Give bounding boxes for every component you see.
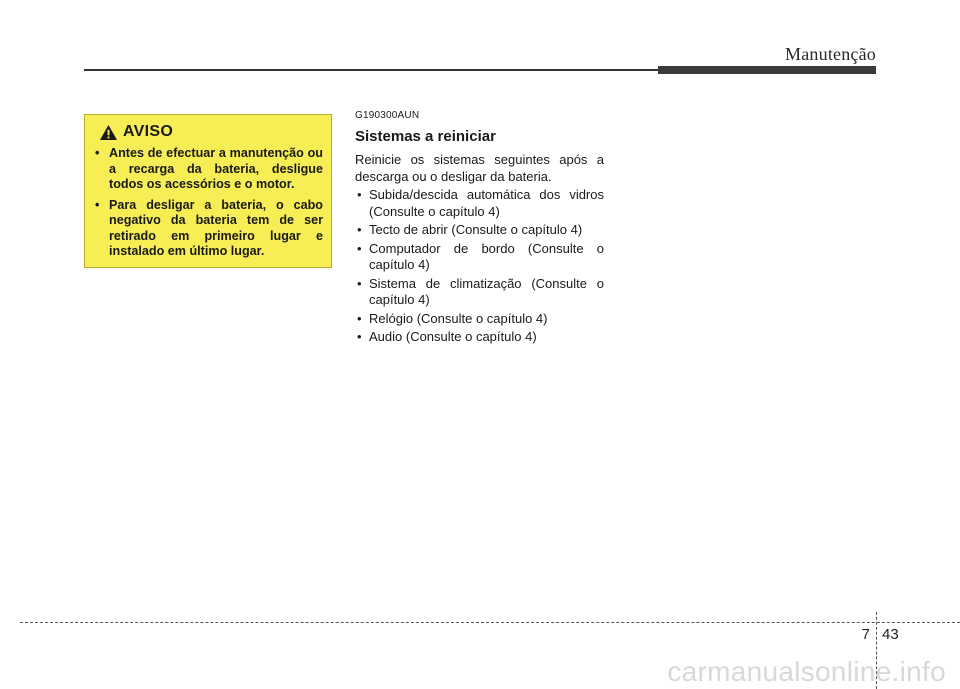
warning-box [84,114,332,268]
footer-rule [20,622,960,623]
chapter-number: 7 [861,626,870,643]
warning-item: • Antes de efectuar a manutenção ou a recarga da bateria, desligue todos os acessórios e o motor. [95,146,323,193]
section-reset-systems [355,110,604,348]
systems-list [355,187,604,346]
warning-item: • Para desligar a bateria, o cabo negativo da bateria tem de ser retirado em primeiro lugar e instalado em último lugar. [95,198,323,260]
warning-header [99,123,323,141]
warning-list [93,146,323,260]
list-item: • Sistema de climatização (Consulte o capítulo 4) [355,276,604,309]
header-rule-accent [658,66,876,74]
section-title: Sistemas a reiniciar [355,128,496,145]
page-header-title: Manutenção [785,44,876,64]
list-item: • Relógio (Consulte o capítulo 4) [355,311,604,328]
page-number: 43 [882,626,899,643]
section-intro: Reinicie os sistemas seguintes após a descarga ou o desligar da bateria. [355,152,604,184]
header-rule [84,69,660,71]
list-item: • Computador de bordo (Consulte o capítulo 4) [355,241,604,274]
warning-title: AVISO [123,123,174,140]
watermark: carmanualsonline.info [667,656,946,687]
list-item: • Tecto de abrir (Consulte o capítulo 4) [355,222,604,239]
list-item: • Subida/descida automática dos vidros (Consulte o capítulo 4) [355,187,604,220]
warning-triangle-icon [99,124,118,141]
list-item: • Audio (Consulte o capítulo 4) [355,329,604,346]
section-code: G190300AUN [355,110,420,121]
